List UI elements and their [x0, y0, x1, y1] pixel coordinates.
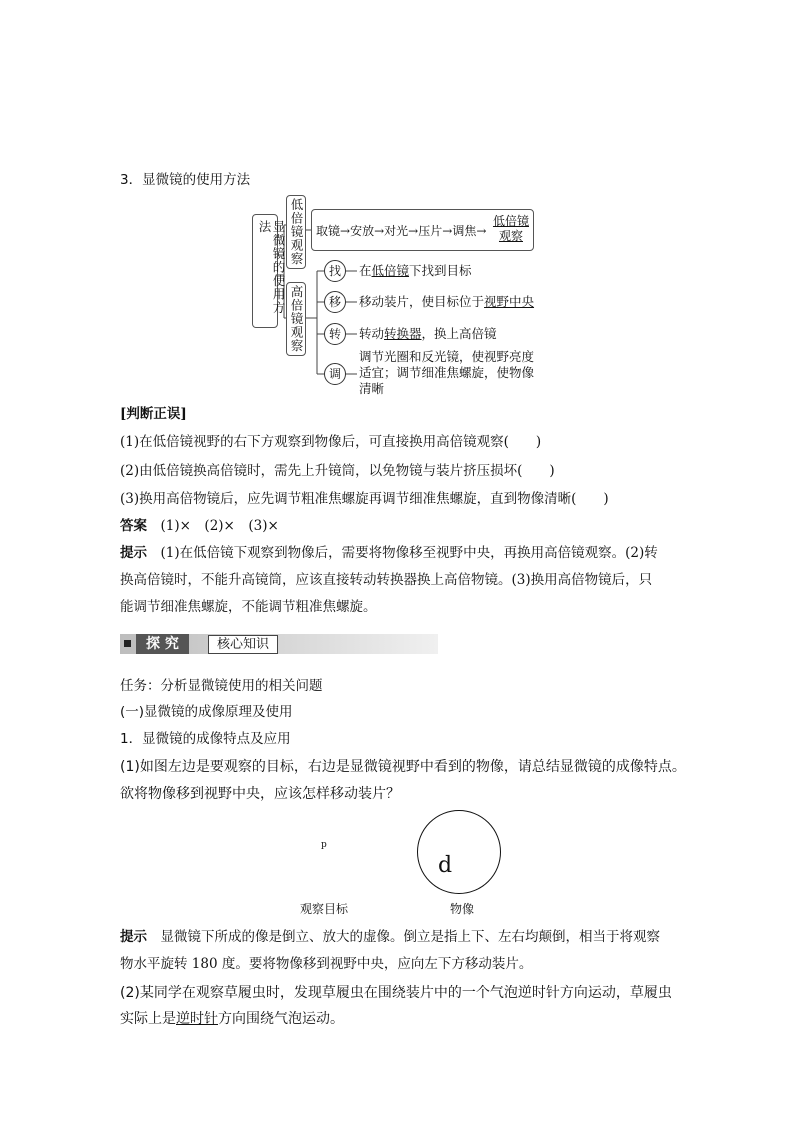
root-node [252, 214, 286, 328]
answer-text: (1)× (2)× (3)× [160, 518, 279, 534]
step-yapian: 压片 [418, 224, 443, 238]
sub1-1-heading: 1．显微镜的成像特点及应用 [120, 731, 291, 747]
hint2-line-2: 物水平旋转 180 度。要将物像移到视野中央，应向左下方移动装片。 [120, 956, 533, 972]
judge-title: [判断正误] [120, 406, 187, 422]
low-power-node [286, 195, 306, 269]
high-power-node [286, 282, 306, 356]
low-power-step-list [316, 223, 486, 239]
hint-label: 提示 [120, 545, 147, 561]
step-turn-text: 转动转换器，换上高倍镜 [359, 326, 497, 341]
step-circle-turn: 转 [324, 323, 346, 345]
hint-line-3: 能调节细准焦螺旋，不能调节粗准焦螺旋。 [120, 599, 377, 615]
step-anfang: 安放 [350, 224, 375, 238]
step-circle-find: 找 [324, 260, 346, 282]
target-char: p [321, 840, 327, 850]
arrow-icon: → [374, 224, 385, 238]
judge-item-1: (1)在低倍镜视野的右下方观察到物像后，可直接换用高倍镜观察( ) [120, 434, 542, 450]
explore-tag: 探 究 [136, 634, 189, 654]
low-power-end-text: 低倍镜观察 [492, 214, 529, 243]
hint-line-2: 换高倍镜时，不能升高镜筒，应该直接转动转换器换上高倍物镜。(3)换用高倍物镜后，只 [120, 572, 653, 588]
step-tiaojiao: 调焦 [452, 224, 477, 238]
image-char: d [438, 853, 453, 878]
arrow-icon: → [476, 224, 487, 238]
step-circle-adjust: 调 [324, 363, 346, 385]
arrow-icon: → [408, 224, 419, 238]
step-qujing: 取镜 [316, 224, 341, 238]
answer-line [120, 516, 279, 536]
q2-line-1: (2)某同学在观察草履虫时，发现草履虫在围绕装片中的一个气泡逆时针方向运动，草履虫 [120, 985, 672, 1001]
hint-line-1: 提示 (1)在低倍镜下观察到物像后，需要将物像移至视野中央，再换用高倍镜观察。(2)转 [120, 545, 658, 561]
q1-line-2: 欲将物像移到视野中央，应该怎样移动装片？ [120, 786, 400, 802]
high-power-label: 高倍镜观察 [289, 285, 304, 353]
low-power-end [490, 214, 532, 244]
low-power-label: 低倍镜观察 [289, 198, 304, 266]
arrow-icon: → [442, 224, 453, 238]
judge-item-3: (3)换用高倍物镜后，应先调节粗准焦螺旋再调节细准焦螺旋，直到物像清晰( ) [120, 491, 609, 507]
section-heading: 3．显微镜的使用方法 [120, 172, 251, 188]
low-power-steps-box [311, 209, 534, 251]
judge-item-2: (2)由低倍镜换高倍镜时，需先上升镜筒，以免物镜与装片挤压损坏( ) [120, 463, 555, 479]
explore-title: 核心知识 [208, 635, 278, 654]
step-circle-move: 移 [324, 291, 346, 313]
root-label: 显微镜的使用方法 [257, 220, 286, 315]
step-duiguang: 对光 [384, 224, 409, 238]
answer-label: 答案 [120, 518, 147, 534]
square-bullet-icon [124, 640, 131, 647]
task-line: 任务：分析显微镜使用的相关问题 [120, 678, 323, 694]
target-label: 观察目标 [300, 902, 349, 916]
sub1-heading: (一)显微镜的成像原理及使用 [120, 704, 293, 720]
q1-line-1: (1)如图左边是要观察的目标，右边是显微镜视野中看到的物像，请总结显微镜的成像特点。 [120, 759, 686, 775]
arrow-icon: → [340, 224, 351, 238]
step-move-text: 移动装片，使目标位于视野中央 [359, 294, 535, 309]
hint2-label: 提示 [120, 929, 147, 945]
field-of-view-circle [417, 810, 501, 894]
step-adjust-text: 调节光圈和反光镜，使视野亮度 适宜；调节细准焦螺旋，使物像 清晰 [359, 349, 535, 396]
image-label: 物像 [450, 902, 475, 916]
step-find-text: 在低倍镜下找到目标 [359, 263, 472, 278]
hint2-line-1: 提示 显微镜下所成的像是倒立、放大的虚像。倒立是指上下、左右均颠倒，相当于将观察 [120, 929, 660, 945]
q2-line-2: 实际上是逆时针方向围绕气泡运动。 [120, 1011, 344, 1027]
